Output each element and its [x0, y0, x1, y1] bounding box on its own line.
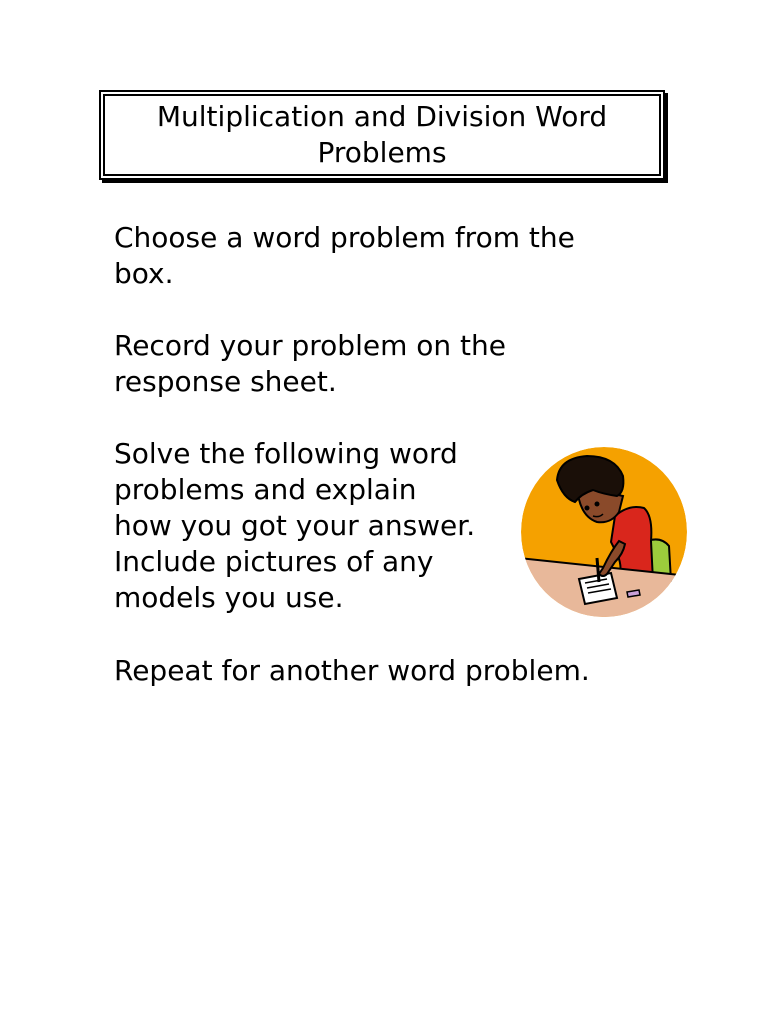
- solve-line: Solve the following word: [114, 437, 458, 470]
- instruction-record: Record your problem on the response sheet.: [114, 329, 506, 398]
- student-writing-icon: [519, 446, 689, 618]
- instruction-repeat: Repeat for another word problem.: [114, 654, 590, 687]
- page-title: Multiplication and Division Word Problems: [156, 100, 608, 169]
- instruction-solve: [114, 436, 514, 616]
- solve-line: problems and explain: [114, 473, 417, 506]
- solve-line: models you use.: [114, 581, 344, 614]
- solve-line: Include pictures of any: [114, 545, 434, 578]
- solve-line: how you got your answer.: [114, 509, 476, 542]
- instruction-choose: Choose a word problem from the box.: [114, 221, 575, 290]
- title-box: [103, 94, 661, 176]
